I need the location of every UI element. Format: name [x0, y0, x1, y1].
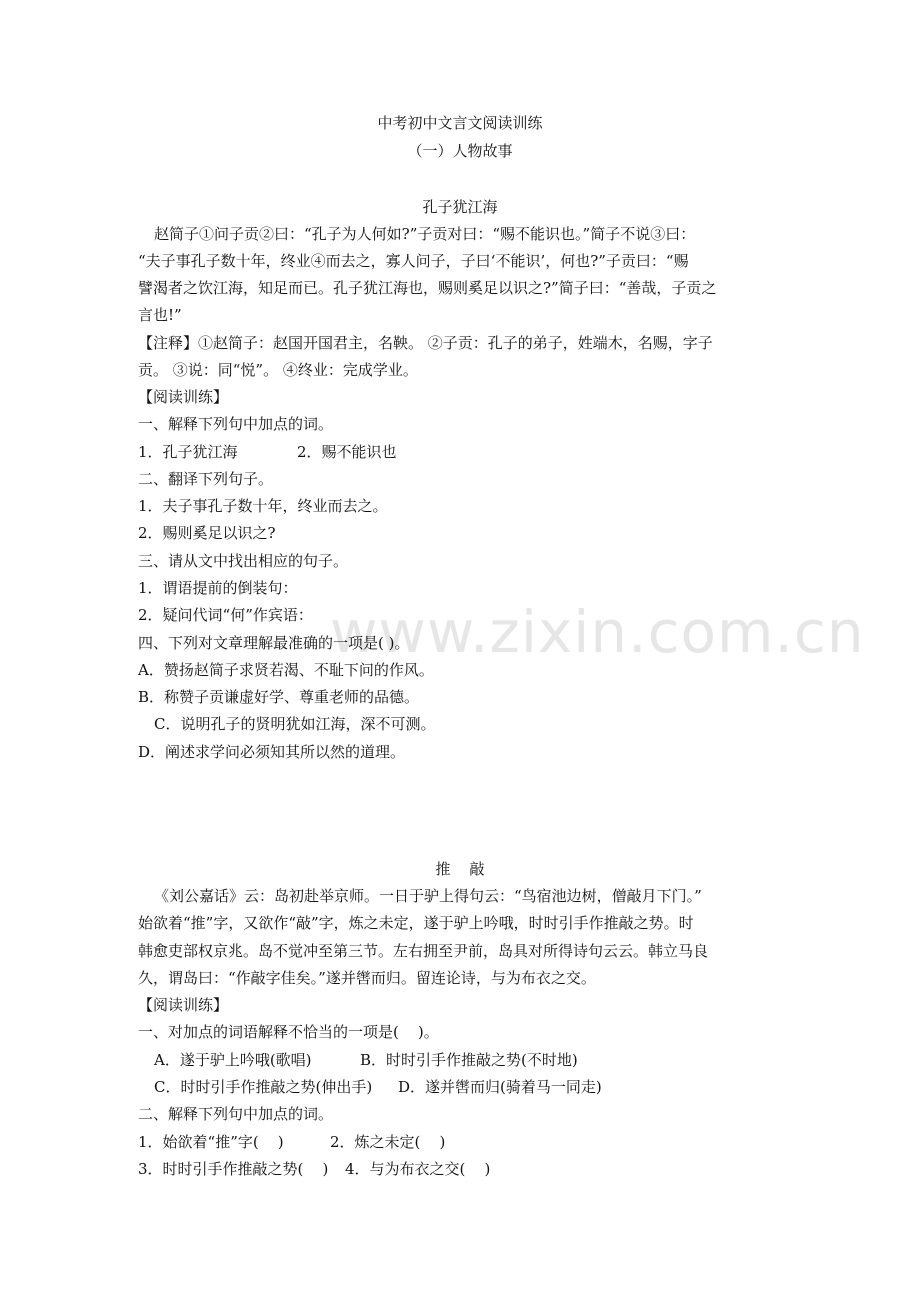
- story2-exercise-heading: 【阅读训练】: [138, 996, 229, 1014]
- document-title: 中考初中文言文阅读训练: [377, 114, 543, 132]
- story2-q1-option-c: C．时时引手作推敲之势(伸出手): [154, 1078, 373, 1096]
- story1-text-line: “夫子事孔子数十年，终业④而去之，寡人问子，子曰‘不能识’，何也?”子贡曰：“赐: [138, 252, 689, 270]
- story1-q3-item-2: 2．疑问代词“何”作宾语：: [138, 606, 313, 624]
- story2-text-line: 始欲着“推”字，又欲作“敲”字，炼之未定，遂于驴上吟哦，时时引手作推敲之势。时: [138, 914, 694, 932]
- story1-question-4: 四、下列对文章理解最准确的一项是( )。: [138, 634, 410, 652]
- story1-text-line: 赵简子①问子贡②曰：“孔子为人何如?”子贡对曰：“赐不能识也。”简子不说③曰：: [154, 225, 696, 243]
- story1-q3-item-1: 1．谓语提前的倒装句：: [138, 579, 298, 597]
- story1-q4-option-b: B．称赞子贡谦虚好学、尊重老师的品德。: [138, 688, 420, 706]
- story1-q2-item-1: 1．夫子事孔子数十年，终业而去之。: [138, 497, 388, 515]
- story1-exercise-heading: 【阅读训练】: [138, 388, 229, 406]
- story2-q1-option-d: D．遂并辔而归(骑着马一同走): [398, 1078, 602, 1096]
- story1-q4-option-c: C．说明孔子的贤明犹如江海，深不可测。: [154, 715, 436, 733]
- story1-q1-item-2: 2．赐不能识也: [297, 443, 397, 461]
- story1-q4-option-a: A．赞扬赵简子求贤若渴、不耻下问的作风。: [138, 661, 434, 679]
- story2-q2-item-3: 3．时时引手作推敲之势( ): [138, 1160, 329, 1178]
- story2-q2-item-4: 4．与为布衣之交( ): [345, 1160, 491, 1178]
- story2-q1-option-a: A．遂于驴上吟哦(歌唱): [154, 1051, 312, 1069]
- story1-notes-line: 【注释】①赵简子：赵国开国君主，名鞅。 ②子贡：孔子的弟子，姓端木，名赐，字子: [138, 334, 713, 352]
- story1-notes-line: 贡。 ③说：同“悦”。 ④终业：完成学业。: [138, 361, 418, 379]
- story2-text-line: 《刘公嘉话》云：岛初赴举京师。一日于驴上得句云：“鸟宿池边树，僧敲月下门。”: [154, 887, 702, 905]
- story2-text-line: 韩愈吏部权京兆。岛不觉冲至第三节。左右拥至尹前，岛具对所得诗句云云。韩立马良: [138, 942, 709, 960]
- story1-q1-item-1: 1．孔子犹江海: [138, 443, 238, 461]
- story1-q4-option-d: D．阐述求学问必须知其所以然的道理。: [138, 743, 406, 761]
- story2-question-1: 一、对加点的词语解释不恰当的一项是( )。: [138, 1023, 439, 1041]
- story2-q2-item-2: 2．炼之未定( ): [330, 1133, 446, 1151]
- story2-question-2: 二、解释下列句中加点的词。: [138, 1105, 334, 1123]
- story2-q2-item-1: 1．始欲着“推”字( ): [138, 1133, 284, 1151]
- story1-text-line: 譬渴者之饮江海，知足而已。孔子犹江海也，赐则奚足以识之?”简子曰：“善哉，子贡之: [138, 279, 717, 297]
- story1-question-2: 二、翻译下列句子。: [138, 470, 274, 488]
- story2-text-line: 久，谓岛曰：“作敲字佳矣。”遂并辔而归。留连论诗，与为布衣之交。: [138, 969, 596, 987]
- story1-q2-item-2: 2．赐则奚足以识之?: [138, 524, 276, 542]
- story1-question-3: 三、请从文中找出相应的句子。: [138, 552, 349, 570]
- story2-q1-option-b: B．时时引手作推敲之势(不时地): [360, 1051, 578, 1069]
- watermark: www.zixin.com.cn: [330, 598, 865, 666]
- story1-title: 孔子犹江海: [422, 198, 498, 216]
- story2-title: 推 敲: [435, 860, 485, 878]
- section-subtitle: （一）人物故事: [407, 142, 513, 160]
- story1-question-1: 一、解释下列句中加点的词。: [138, 415, 334, 433]
- story1-text-line: 言也!”: [138, 306, 182, 324]
